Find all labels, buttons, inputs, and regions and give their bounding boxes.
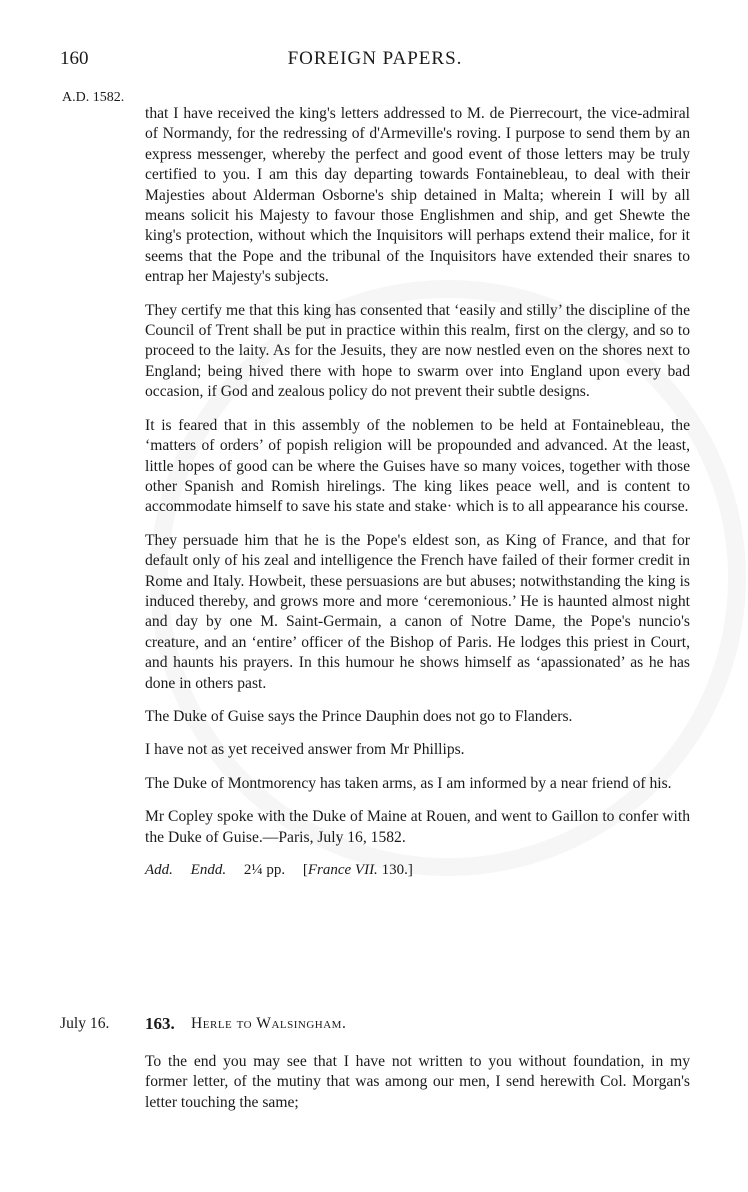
entry-heading (60, 1015, 690, 1039)
entry-title: Herle to Walsingham. (191, 1015, 347, 1032)
letter-body (145, 104, 690, 880)
paragraph: They certify me that this king has consented that ‘easily and stilly’ the discipline of the Council of Trent shall be put in practice within this realm, first on the clergy, and so to proceed to the laity. As for the Jesuits, they are now nestled even on the shores next to England; being hived there with hope to swarm over into England upon every bad occasion, if God and zealous policy do not prevent their subtle designs. (145, 301, 690, 401)
paragraph: I have not as yet received answer from Mr Phillips. (145, 741, 465, 759)
citation-pages: 2¼ pp. (243, 862, 286, 878)
entry-body (145, 1052, 690, 1113)
page-number: 160 (60, 48, 89, 69)
paragraph: It is feared that in this assembly of the noblemen to be held at Fontainebleau, the ‘matters of orders’ of popish religion will be propounded and advanced. At the least, little hopes of good can be where the Guises have so many voices, together with those other Spanish and Romish hirelings. The king likes peace well, and is content to accommodate himself to save his state and stake· which is to all appearance his course. (145, 416, 690, 516)
paragraph: The Duke of Guise says the Prince Dauphin does not go to Flanders. (145, 707, 573, 725)
citation-add: Add. (145, 862, 173, 878)
running-title: FOREIGN PAPERS. (287, 48, 463, 69)
citation-bracket: [ (302, 862, 308, 878)
paragraph: To the end you may see that I have not written to you without foundation, in my former letter, of the mutiny that was among our men, I send herewith Col. Morgan's letter touching the same; (145, 1053, 690, 1111)
entry-number: 163. (145, 1014, 175, 1033)
entry-date: July 16. (60, 1015, 110, 1032)
citation-series: France VII. (307, 862, 378, 878)
citation-reference (303, 862, 413, 878)
paragraph: Mr Copley spoke with the Duke of Maine at Rouen, and went to Gaillon to confer with the Duke of Guise.—Paris, July 16, 1582. (145, 808, 690, 846)
paragraph: that I have received the king's letters addressed to M. de Pierrecourt, the vice-admiral of Normandy, for the redressing of d'Armeville's roving. I purpose to send them by an express messenger, whereby the perfect and good event of those letters may be truly certified to you. I am this day departing towards Fontainebleau, to deal with their Majesties about Alderman Osborne's ship detained in Malta; wherein I will by all means solicit his Majesty to favour those Englishmen and ship, and get Shewte the king's protection, without which the Inquisitors will perhaps extend their malice, for it seems that the Pope and the tribunal of the Inquisitors have extended their snares to entrap her Majesty's subjects. (145, 105, 690, 286)
source-citation (145, 860, 690, 880)
paragraph: They persuade him that he is the Pope's eldest son, as King of France, and that for default only of his zeal and intelligence the French have failed of their former credit in Rome and Italy. Howbeit, these persuasions are but abuses; notwithstanding the king is induced thereby, and grows more and more ‘ceremonious.’ He is haunted almost night and day by one M. Saint-Germain, a canon of Notre Dame, the Pope's nuncio's creature, and an ‘entire’ officer of the Bishop of Paris. He lodges this priest in Court, and haunts his prayers. In this humour he shows himself as ‘apassionated’ as he has done in others past. (145, 531, 690, 692)
year-margin-note: A.D. 1582. (62, 90, 125, 105)
paragraph: The Duke of Montmorency has taken arms, as I am informed by a near friend of his. (145, 774, 672, 792)
citation-endd: Endd. (190, 862, 227, 878)
citation-folio: 130.] (377, 862, 413, 878)
page-header (60, 48, 690, 72)
